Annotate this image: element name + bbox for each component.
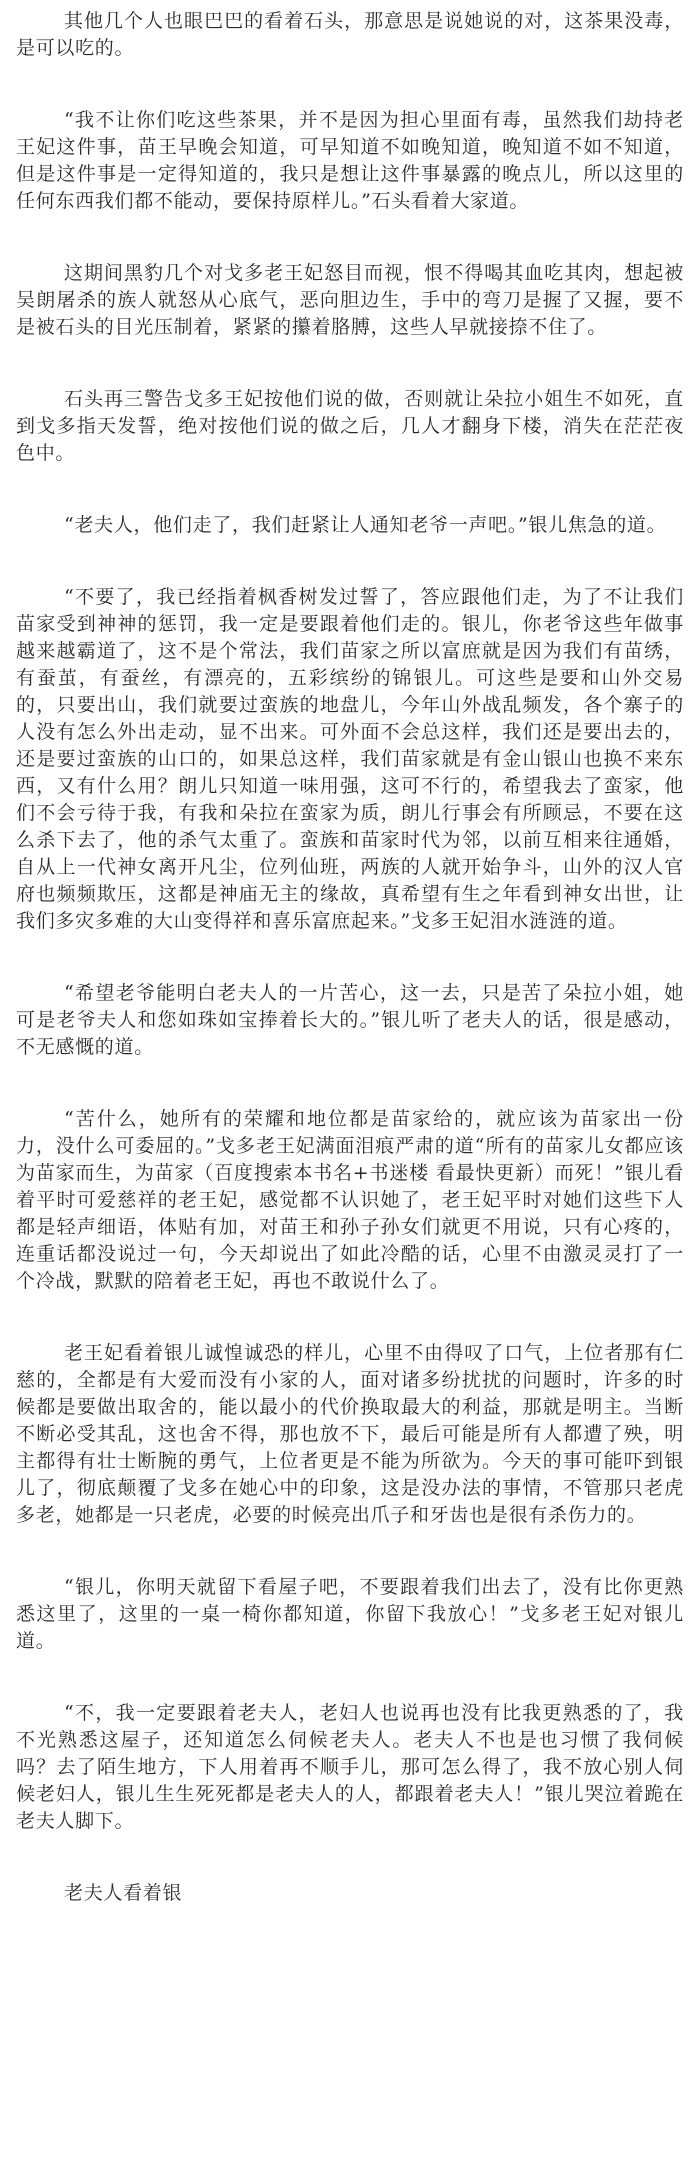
paragraph: “不要了，我已经指着枫香树发过誓了，答应跟他们走，为了不让我们苗家受到神神的惩罚，我一定是要跟着他们走的。银儿，你老爷这些年做事越来越霸道了，这不是个常法，我们苗家之所以富庶就是因为我们有苗绣，有蚕茧，有蚕丝，有漂亮的，五彩缤纷的锦银儿。可这些是要和山外交易的，只要出山，我们就要过蛮族的地盘儿，今年山外战乱频发，各个寨子的人没有怎么外出走动，显不出来。可外面不会总这样，我们还是要出去的，还是要过蛮族的山口的，如果总这样，我们苗家就是有金山银山也换不来东西，又有什么用？朗儿只知道一味用强，这可不行的，希望我去了蛮家，他们不会亏待于我，有我和朵拉在蛮家为质，朗儿行事会有所顾忌，不要在这么杀下去了，他的杀气太重了。蛮族和苗家时代为邻，以前互相来往通婚，自从上一代神女离开凡尘，位列仙班，两族的人就开始争斗，山外的汉人官府也频频欺压，这都是神庙无主的缘故，真希望有生之年看到神女出世，让我们多灾多难的大山变得祥和喜乐富庶起来。”戈多王妃泪水涟涟的道。	[16, 586, 684, 932]
paragraph: “希望老爷能明白老夫人的一片苦心，这一去，只是苦了朵拉小姐，她可是老爷夫人和您如珠如宝捧着长大的。”银儿听了老夫人的话，很是感动，不无感慨的道。	[16, 982, 684, 1058]
paragraph: 老夫人看着银	[64, 1882, 183, 1904]
paragraph: “不，我一定要跟着老夫人，老妇人也说再也没有比我更熟悉的了，我不光熟悉这屋子，还知道怎么伺候老夫人。老夫人不也是也习惯了我伺候吗？去了陌生地方，下人用着再不顺手儿，那可怎么得了，我不放心别人伺候老妇人，银儿生生死死都是老夫人的人，都跟着老夫人！”银儿哭泣着跪在老夫人脚下。	[16, 1702, 684, 1832]
paragraph: “老夫人，他们走了，我们赶紧让人通知老爷一声吧。”银儿焦急的道。	[64, 514, 667, 536]
paragraph: 这期间黑豹几个对戈多老王妃怒目而视，恨不得喝其血吃其肉，想起被吴朗屠杀的族人就怒从心底气，恶向胆边生，手中的弯刀是握了又握，要不是被石头的目光压制着，紧紧的攥着胳膊，这些人早就接捺不住了。	[16, 262, 684, 338]
paragraph: 老王妃看着银儿诚惶诚恐的样儿，心里不由得叹了口气，上位者那有仁慈的，全都是有大爱而没有小家的人，面对诸多纷扰扰的问题时，许多的时候都是要做出取舍的，能以最小的代价换取最大的利益，那就是明主。当断不断必受其乱，这也舍不得，那也放不下，最后可能是所有人都遭了殃，明主都得有壮士断腕的勇气，上位者更是不能为所欲为。今天的事可能吓到银儿了，彻底颠覆了戈多在她心中的印象，这是没办法的事情，不管那只老虎多老，她都是一只老虎，必要的时候亮出爪子和牙齿也是很有杀伤力的。	[16, 1342, 684, 1526]
paragraph: “我不让你们吃这些茶果，并不是因为担心里面有毒，虽然我们劫持老王妃这件事，苗王早晚会知道，可早知道不如晚知道，晚知道不如不知道，但是这件事是一定得知道的，我只是想让这件事暴露的晚点儿，所以这里的任何东西我们都不能动，要保持原样儿。”石头看着大家道。	[16, 109, 684, 212]
paragraph: “银儿，你明天就留下看屋子吧，不要跟着我们出去了，没有比你更熟悉这里了，这里的一桌一椅你都知道，你留下我放心！”戈多老王妃对银儿道。	[16, 1576, 684, 1652]
paragraph: “苦什么，她所有的荣耀和地位都是苗家给的，就应该为苗家出一份力，没什么可委屈的。”戈多老王妃满面泪痕严肃的道“所有的苗家儿女都应该为苗家而生，为苗家（百度搜索本书名+书迷楼 看最快更新）而死！”银儿看着平时可爱慈祥的老王妃，感觉都不认识她了，老王妃平时对她们这些下人都是轻声细语，体贴有加，对苗王和孙子孙女们就更不用说，只有心疼的，连重话都没说过一句，今天却说出了如此冷酷的话，心里不由激灵灵打了一个冷战，默默的陪着老王妃，再也不敢说什么了。	[16, 1108, 684, 1292]
paragraph: 其他几个人也眼巴巴的看着石头，那意思是说她说的对，这茶果没毒，是可以吃的。	[16, 10, 684, 59]
paragraph: 石头再三警告戈多王妃按他们说的做，否则就让朵拉小姐生不如死，直到戈多指天发誓，绝对按他们说的做之后，几人才翻身下楼，消失在茫茫夜色中。	[16, 388, 684, 464]
